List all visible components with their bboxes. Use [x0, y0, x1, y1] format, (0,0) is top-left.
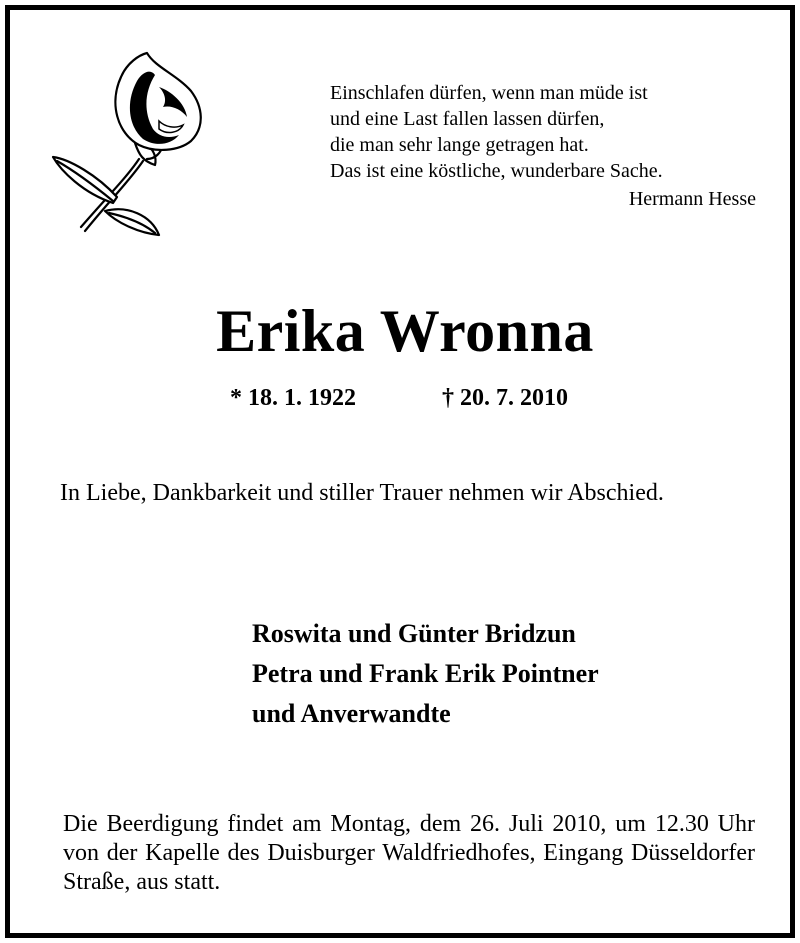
quote-line: Das ist eine köstliche, wunderbare Sache.	[330, 160, 663, 182]
rose-icon	[47, 47, 207, 242]
deceased-name: Erika Wronna	[216, 298, 594, 364]
quote-line: die man sehr lange getragen hat.	[330, 134, 589, 156]
quote-author: Hermann Hesse	[628, 188, 756, 210]
death-date: † 20. 7. 2010	[442, 385, 568, 411]
hesse-quote	[330, 80, 770, 212]
quote-line: Einschlafen dürfen, wenn man müde ist	[330, 82, 648, 104]
mourner-line: Petra und Frank Erik Pointner	[252, 659, 599, 688]
mourners-list	[252, 614, 752, 734]
mourner-line: Roswita und Günter Bridzun	[252, 619, 576, 648]
mourner-line: und Anverwandte	[252, 699, 451, 728]
obituary-notice	[5, 5, 795, 938]
farewell-text: In Liebe, Dankbarkeit und stiller Trauer nehmen wir Abschied.	[60, 480, 664, 506]
birth-date: * 18. 1. 1922	[230, 385, 356, 411]
quote-line: und eine Last fallen lassen dürfen,	[330, 108, 605, 130]
funeral-info: Die Beerdigung findet am Montag, dem 26. Juli 2010, um 12.30 Uhr von der Kapelle des Duisburger Waldfriedhofes, Eingang Düsseldorfer Straße, aus statt.	[63, 811, 755, 895]
